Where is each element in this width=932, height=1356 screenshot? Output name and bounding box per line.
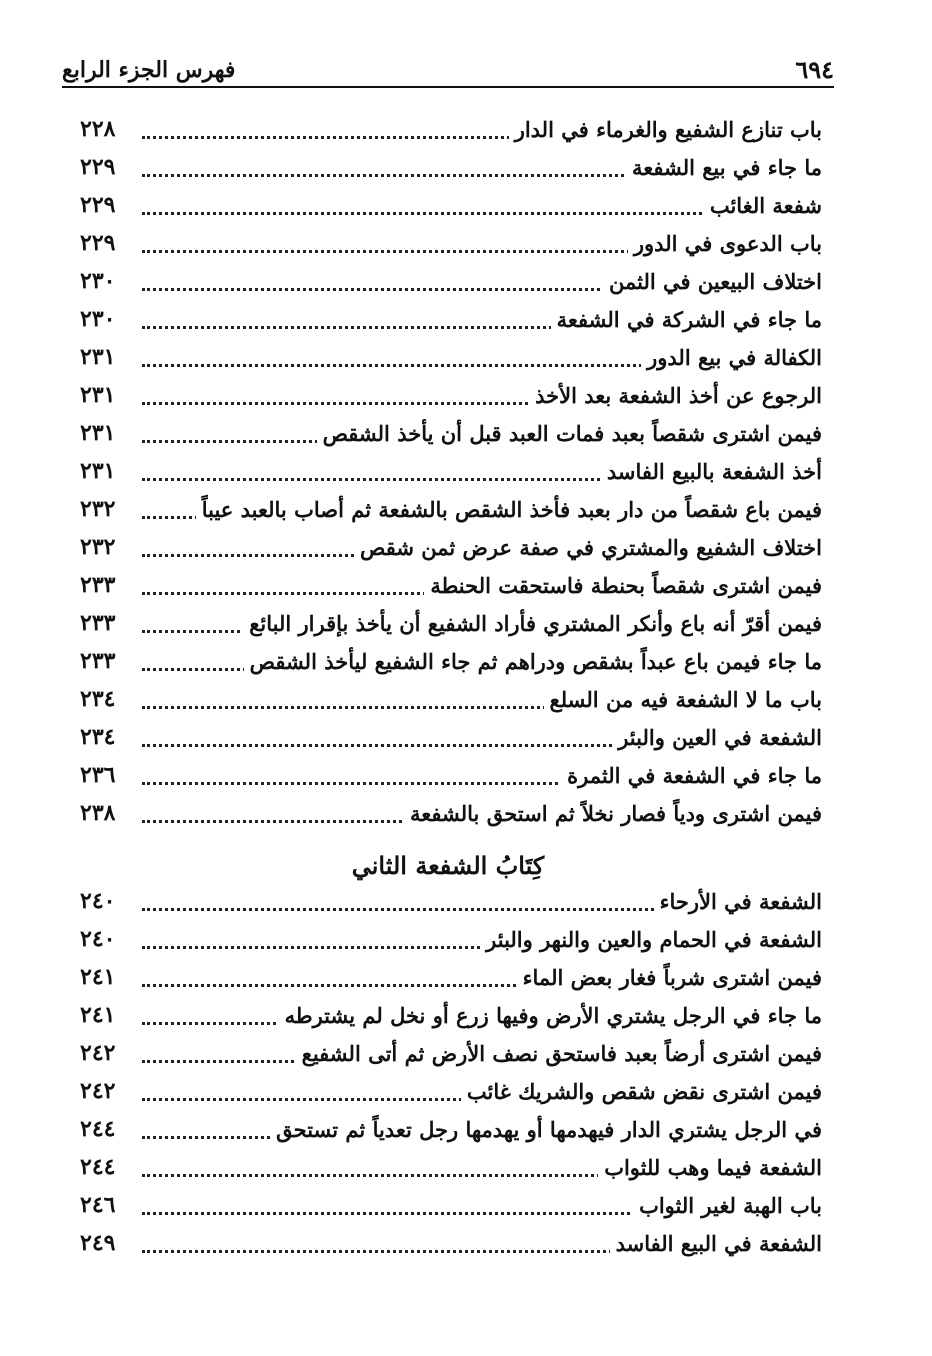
toc-entry	[80, 1226, 822, 1264]
toc-entry	[80, 606, 822, 644]
toc-entry-page: ٢٤٦	[80, 1192, 116, 1218]
toc-entry-page: ٢٤٤	[80, 1154, 116, 1180]
toc-entry-title: ما جاء في الرجل يشتري الأرض وفيها زرع أو نخل لم يشترطه	[279, 1001, 822, 1031]
toc-entry-title: في الرجل يشتري الدار فيهدمها أو يهدمها رجل تعدياً ثم تستحق	[270, 1115, 822, 1145]
toc-entry-page: ٢٣٢	[80, 534, 116, 560]
toc-entry-title: الشفعة في الحمام والعين والنهر والبئر	[480, 925, 822, 955]
toc-entry-title: باب تنازع الشفيع والغرماء في الدار	[509, 115, 822, 145]
toc-entry-title: الرجوع عن أخذ الشفعة بعد الأخذ	[529, 381, 822, 411]
toc-entry	[80, 796, 822, 834]
toc-entry-page: ٢٢٩	[80, 230, 116, 256]
toc-entry-page: ٢٤١	[80, 1002, 116, 1028]
toc-entry-title: شفعة الغائب	[704, 191, 822, 221]
toc-entry-page: ٢٤٢	[80, 1040, 116, 1066]
toc-entry-title: الشفعة في الأرحاء	[654, 887, 822, 917]
toc-entry-title: الكفالة في بيع الدور	[641, 343, 822, 373]
toc-entry-page: ٢٣٨	[80, 800, 116, 826]
toc-entry-page: ٢٣١	[80, 458, 116, 484]
toc-entry-title: اختلاف البيعين في الثمن	[603, 267, 822, 297]
toc-entry-page: ٢٤٠	[80, 926, 116, 952]
toc-entry-title: فيمن اشترى شقصاً بحنطة فاستحقت الحنطة	[424, 571, 822, 601]
toc-entry	[80, 1150, 822, 1188]
toc-entry-page: ٢٣٠	[80, 306, 116, 332]
toc-entry-title: فيمن اشترى نقض شقص والشريك غائب	[461, 1077, 822, 1107]
toc-entry	[80, 1112, 822, 1150]
toc-entry-page: ٢٤٢	[80, 1078, 116, 1104]
toc-entry	[80, 226, 822, 264]
toc-entry-title: الشفعة فيما وهب للثواب	[598, 1153, 822, 1183]
toc-entry-page: ٢٣١	[80, 344, 116, 370]
toc-entry-title: فيمن اشترى ودياً فصار نخلاً ثم استحق بالشفعة	[404, 799, 822, 829]
toc-entry	[80, 568, 822, 606]
toc-entry-page: ٢٤١	[80, 964, 116, 990]
toc-entry-title: الشفعة في البيع الفاسد	[610, 1229, 822, 1259]
toc-entry	[80, 1036, 822, 1074]
toc-entry-page: ٢٣٣	[80, 648, 116, 674]
toc-entry	[80, 188, 822, 226]
page-number: ٦٩٤	[795, 55, 834, 84]
toc-entry	[80, 378, 822, 416]
toc-entry	[80, 112, 822, 150]
toc-entry-page: ٢٣١	[80, 382, 116, 408]
toc-entry-title: فيمن اشترى أرضاً بعبد فاستحق نصف الأرض ثم أتى الشفيع	[296, 1039, 822, 1069]
toc-entry-title: ما جاء فيمن باع عبداً بشقص ودراهم ثم جاء الشفيع ليأخذ الشقص	[244, 647, 822, 677]
toc-entry	[80, 264, 822, 302]
toc-entry	[80, 884, 822, 922]
toc-entry-page: ٢٣١	[80, 420, 116, 446]
toc-entry	[80, 302, 822, 340]
toc-entry-page: ٢٣٠	[80, 268, 116, 294]
toc-entry-title: باب الهبة لغير الثواب	[633, 1191, 822, 1221]
toc-entry-title: اختلاف الشفيع والمشتري في صفة عرض ثمن شقص	[354, 533, 822, 563]
toc-entry	[80, 492, 822, 530]
toc-entry-page: ٢٣٦	[80, 762, 116, 788]
toc-entry-title: باب ما لا الشفعة فيه من السلع	[544, 685, 822, 715]
toc-entry-page: ٢٣٣	[80, 572, 116, 598]
toc-entry-title: فيمن أقرّ أنه باع وأنكر المشتري فأراد الشفيع أن يأخذ بإقرار البائع	[243, 609, 822, 639]
toc-entry-page: ٢٢٩	[80, 154, 116, 180]
toc-entry	[80, 758, 822, 796]
toc-entry-page: ٢٤٩	[80, 1230, 116, 1256]
toc-entry	[80, 150, 822, 188]
toc-entry-page: ٢٤٤	[80, 1116, 116, 1142]
toc-entry-title: ما جاء في بيع الشفعة	[626, 153, 822, 183]
toc-entry-page: ٢٣٢	[80, 496, 116, 522]
toc-entry-title: ما جاء في الشفعة في الثمرة	[561, 761, 822, 791]
toc-entry	[80, 454, 822, 492]
toc-entry-title: الشفعة في العين والبئر	[612, 723, 822, 753]
toc-entry-title: فيمن اشترى شقصاً بعبد فمات العبد قبل أن يأخذ الشقص	[317, 419, 822, 449]
toc-entry	[80, 998, 822, 1036]
toc-entry	[80, 530, 822, 568]
toc-entry	[80, 1188, 822, 1226]
toc-entry-page: ٢٢٩	[80, 192, 116, 218]
running-title: فهرس الجزء الرابع	[62, 57, 236, 83]
toc-entry-page: ٢٣٤	[80, 686, 116, 712]
section-heading: كِتَابُ الشفعة الثاني	[351, 851, 545, 880]
toc-entry	[80, 340, 822, 378]
toc-entry	[80, 682, 822, 720]
toc-entry-title: باب الدعوى في الدور	[628, 229, 822, 259]
toc-entry-title: ما جاء في الشركة في الشفعة	[551, 305, 822, 335]
toc-entry-title: أخذ الشفعة بالبيع الفاسد	[601, 457, 822, 487]
toc-entry-title: فيمن باع شقصاً من دار بعبد فأخذ الشقص بالشفعة ثم أصاب بالعبد عيباً	[196, 495, 822, 525]
toc-entry	[80, 1074, 822, 1112]
toc-entry	[80, 922, 822, 960]
toc-entry	[80, 416, 822, 454]
toc-entry-page: ٢٤٠	[80, 888, 116, 914]
toc-entry	[80, 960, 822, 998]
toc-entry-title: فيمن اشترى شرباً فغار بعض الماء	[517, 963, 822, 993]
toc-entry-page: ٢٣٤	[80, 724, 116, 750]
toc-entry-page: ٢٣٣	[80, 610, 116, 636]
toc-entry	[80, 720, 822, 758]
toc-entry-page: ٢٢٨	[80, 116, 116, 142]
toc-entry	[80, 644, 822, 682]
